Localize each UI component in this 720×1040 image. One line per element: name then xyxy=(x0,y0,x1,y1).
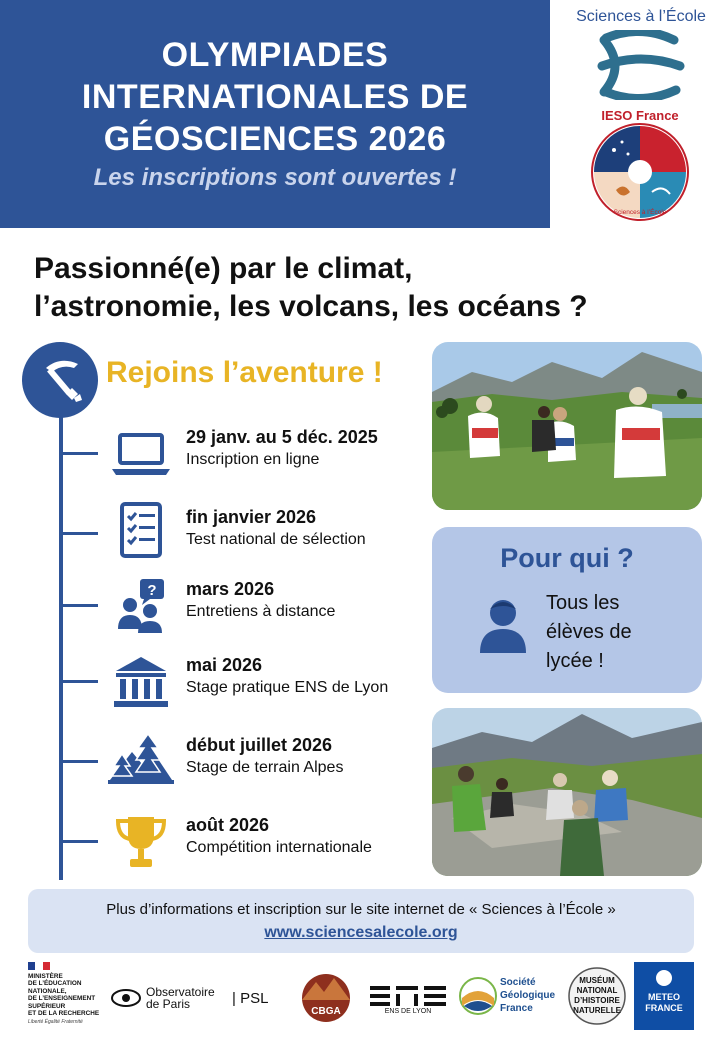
student-icon xyxy=(478,597,528,653)
trophy-icon xyxy=(108,815,174,869)
headline: Passionné(e) par le climat, l’astronomie, les volcans, les océans ? xyxy=(34,252,588,323)
page-title: OLYMPIADES INTERNATIONALES DE GÉOSCIENCES 2026 xyxy=(81,36,469,158)
meteo-sun-icon xyxy=(634,964,694,994)
meteo-france-logo xyxy=(634,962,694,1030)
laptop-icon xyxy=(108,427,174,481)
psl-text: | PSL xyxy=(232,990,269,1007)
step-description: Stage pratique ENS de Lyon xyxy=(186,679,389,696)
step-date: mai 2026 xyxy=(186,655,263,675)
museum-text: MUSÉUM NATIONAL D’HISTOIRE NATURELLE xyxy=(573,976,621,1015)
mountain-trees-icon xyxy=(108,727,174,787)
cbga-logo xyxy=(294,962,358,1030)
info-text: Plus d’informations et inscription sur le site internet de « Sciences à l’École » xyxy=(106,901,616,918)
step-date: août 2026 xyxy=(186,815,270,835)
interview-icon xyxy=(108,579,174,633)
timeline-tick xyxy=(62,604,98,607)
step-date: début juillet 2026 xyxy=(186,735,333,755)
step-description: Inscription en ligne xyxy=(186,451,320,468)
header-logos xyxy=(560,0,720,228)
ministere-motto: Liberté Égalité Fraternité xyxy=(28,1019,83,1026)
timeline-step xyxy=(0,505,430,565)
photo-students-rocks xyxy=(432,708,702,876)
step-date: 29 janv. au 5 déc. 2025 xyxy=(186,427,378,447)
timeline-step xyxy=(0,813,430,873)
sciences-a-lecole-logo-icon xyxy=(596,30,686,100)
timeline-step xyxy=(0,653,430,713)
meteo-text: METEO FRANCE xyxy=(645,992,683,1013)
ens-caption: ENS DE LYON xyxy=(384,1008,432,1015)
ieso-logo-text: IESO France xyxy=(601,108,679,123)
french-flag-icon xyxy=(28,962,50,970)
timeline-tick xyxy=(62,532,98,535)
timeline-tick xyxy=(62,840,98,843)
ieso-logo-icon xyxy=(590,120,690,228)
timeline-tick xyxy=(62,680,98,683)
timeline-step xyxy=(0,577,430,637)
step-description: Compétition internationale xyxy=(186,839,372,856)
photo-students-meadow xyxy=(432,342,702,510)
step-date: fin janvier 2026 xyxy=(186,507,317,527)
step-date: mars 2026 xyxy=(186,579,275,599)
ministere-text: MINISTÈRE DE L’ÉDUCATION NATIONALE, DE L’ENSEIGNEMENT SUPÉRIEUR ET DE LA RECHERCHE xyxy=(28,973,100,1018)
sgf-globe-icon xyxy=(458,976,498,1016)
ens-lyon-logo xyxy=(366,962,450,1030)
ministere-logo xyxy=(28,962,104,1030)
observatoire-text: Observatoire de Paris xyxy=(146,985,215,1011)
website-link[interactable]: www.sciencesalecole.org xyxy=(264,924,458,941)
timeline-tick xyxy=(62,452,98,455)
pour-qui-title: Pour qui ? xyxy=(500,543,634,573)
university-icon xyxy=(108,655,174,709)
societe-geologique-logo xyxy=(458,962,562,1030)
svg-text:?: ? xyxy=(147,582,157,599)
info-box xyxy=(28,889,694,953)
pour-qui-box xyxy=(432,527,702,693)
page-subtitle: Les inscriptions sont ouvertes ! xyxy=(93,164,457,191)
sciences-a-lecole-logo-text: Sciences à l’École xyxy=(576,8,706,25)
timeline-tick xyxy=(62,760,98,763)
ieso-ring-label: Sciences à l’École xyxy=(613,209,667,216)
sgf-text: Société Géologique France xyxy=(500,977,555,1014)
cbga-text: CBGA xyxy=(311,1006,341,1017)
observatoire-eye-icon xyxy=(110,986,142,1010)
observatoire-psl-logo xyxy=(110,962,290,1030)
timeline-step xyxy=(0,733,430,793)
timeline-step xyxy=(0,425,430,485)
checklist-icon xyxy=(108,499,174,559)
step-description: Stage de terrain Alpes xyxy=(186,759,344,776)
rock-hammer-icon xyxy=(22,342,98,418)
pour-qui-text: Tous les élèves de lycée ! xyxy=(546,592,632,672)
museum-logo xyxy=(566,962,628,1030)
timeline-heading: Rejoins l’aventure ! xyxy=(106,356,383,389)
step-description: Entretiens à distance xyxy=(186,603,336,620)
step-description: Test national de sélection xyxy=(186,531,366,548)
header-banner xyxy=(0,0,550,228)
